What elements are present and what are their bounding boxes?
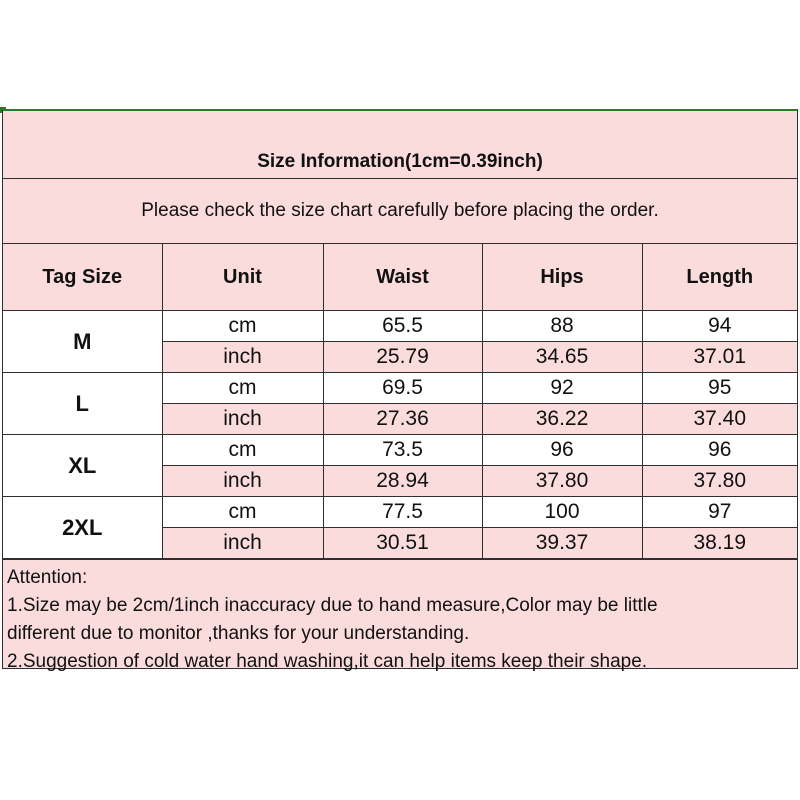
hips-cell: 34.65 xyxy=(482,342,642,373)
tag-size-cell: XL xyxy=(3,435,162,497)
waist-cell: 65.5 xyxy=(323,311,482,342)
length-cell: 97 xyxy=(642,497,797,528)
unit-cell: inch xyxy=(162,404,323,435)
unit-cell: cm xyxy=(162,373,323,404)
length-cell: 94 xyxy=(642,311,797,342)
length-cell: 96 xyxy=(642,435,797,466)
attention-line-1-cont: different due to monitor ,thanks for your understanding. xyxy=(7,623,470,644)
header-hips: Hips xyxy=(482,244,642,311)
table-header-row xyxy=(3,244,797,311)
size-table xyxy=(3,244,797,559)
length-cell: 37.01 xyxy=(642,342,797,373)
length-cell: 38.19 xyxy=(642,528,797,559)
waist-cell: 69.5 xyxy=(323,373,482,404)
length-cell: 37.80 xyxy=(642,466,797,497)
header-tag-size: Tag Size xyxy=(3,244,162,311)
hips-cell: 100 xyxy=(482,497,642,528)
unit-cell: cm xyxy=(162,311,323,342)
hips-cell: 36.22 xyxy=(482,404,642,435)
hips-cell: 37.80 xyxy=(482,466,642,497)
hips-cell: 39.37 xyxy=(482,528,642,559)
waist-cell: 28.94 xyxy=(323,466,482,497)
unit-cell: inch xyxy=(162,528,323,559)
attention-line-2: 2.Suggestion of cold water hand washing,it can help items keep their shape. xyxy=(7,651,648,672)
header-length: Length xyxy=(642,244,797,311)
length-cell: 37.40 xyxy=(642,404,797,435)
header-unit: Unit xyxy=(162,244,323,311)
unit-cell: inch xyxy=(162,466,323,497)
waist-cell: 30.51 xyxy=(323,528,482,559)
waist-cell: 77.5 xyxy=(323,497,482,528)
unit-cell: cm xyxy=(162,435,323,466)
tag-size-cell: M xyxy=(3,311,162,373)
table-row xyxy=(3,311,797,342)
table-row xyxy=(3,373,797,404)
waist-cell: 25.79 xyxy=(323,342,482,373)
header-waist: Waist xyxy=(323,244,482,311)
attention-line-1: 1.Size may be 2cm/1inch inaccuracy due to hand measure,Color may be little xyxy=(7,595,658,616)
table-row xyxy=(3,435,797,466)
size-note: Please check the size chart carefully before placing the order. xyxy=(3,179,797,244)
tag-size-cell: L xyxy=(3,373,162,435)
unit-cell: inch xyxy=(162,342,323,373)
tag-size-cell: 2XL xyxy=(3,497,162,559)
size-info-title: Size Information(1cm=0.39inch) xyxy=(3,111,797,179)
length-cell: 95 xyxy=(642,373,797,404)
unit-cell: cm xyxy=(162,497,323,528)
attention-box xyxy=(3,559,797,672)
hips-cell: 96 xyxy=(482,435,642,466)
waist-cell: 27.36 xyxy=(323,404,482,435)
attention-heading: Attention: xyxy=(7,567,88,588)
hips-cell: 92 xyxy=(482,373,642,404)
size-chart xyxy=(2,109,798,672)
table-row xyxy=(3,497,797,528)
waist-cell: 73.5 xyxy=(323,435,482,466)
hips-cell: 88 xyxy=(482,311,642,342)
